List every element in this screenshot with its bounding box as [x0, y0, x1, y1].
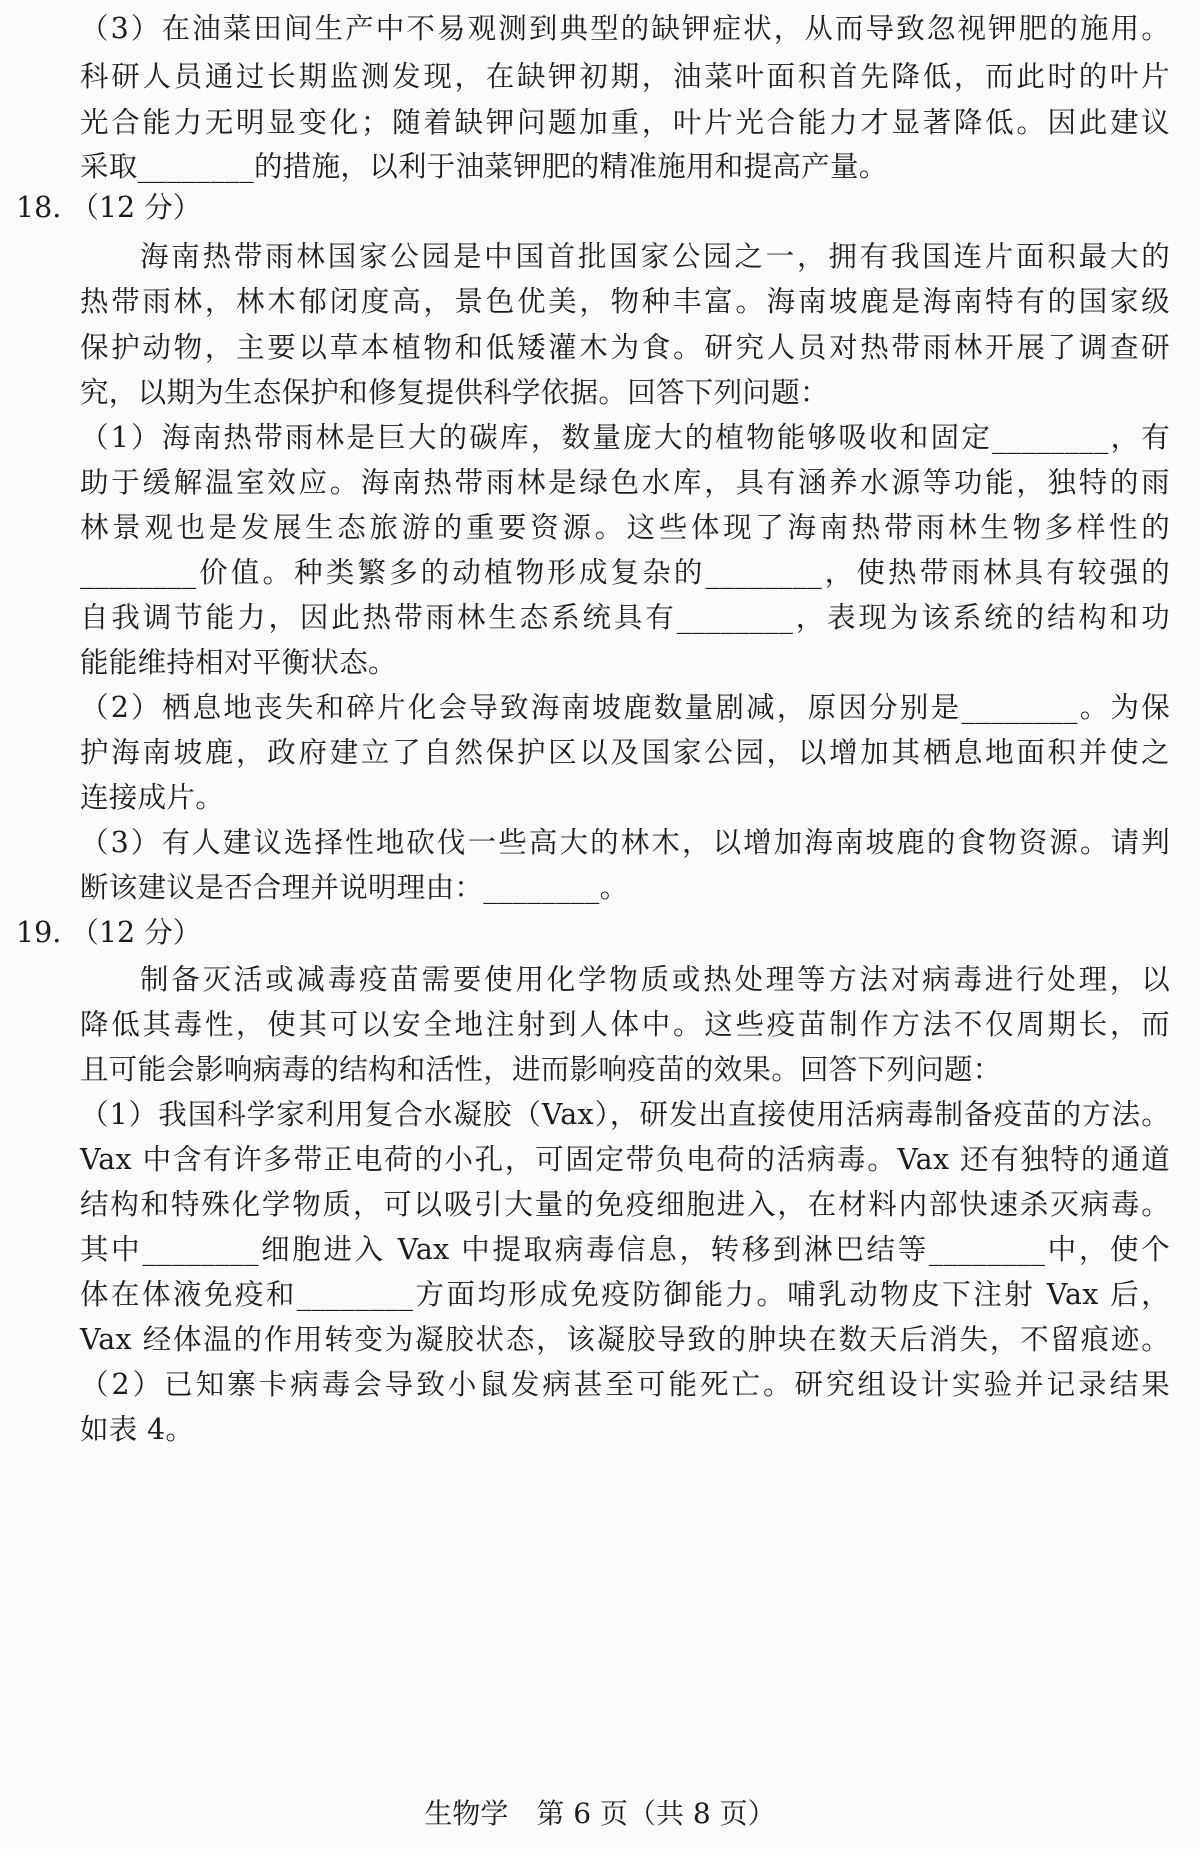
- text-line: （3）在油菜田间生产中不易观测到典型的缺钾症状，从而导致忽视钾肥的施用。: [80, 12, 1170, 45]
- text-line: 保护动物，主要以草本植物和低矮灌木为食。研究人员对热带雨林开展了调查研: [80, 331, 1170, 364]
- text-line: 助于缓解温室效应。海南热带雨林是绿色水库，具有涵养水源等功能，独特的雨: [80, 466, 1170, 499]
- question-score: （12 分）: [70, 191, 202, 224]
- question-19-header: [16, 913, 201, 953]
- text-line: （1）海南热带雨林是巨大的碳库，数量庞大的植物能够吸收和固定________，有: [80, 421, 1170, 454]
- text-line: 如表 4。: [80, 1413, 195, 1446]
- text-line: 制备灭活或减毒疫苗需要使用化学物质或热处理等方法对病毒进行处理，以: [140, 963, 1170, 996]
- text-line: 林景观也是发展生态旅游的重要资源。这些体现了海南热带雨林生物多样性的: [80, 511, 1170, 544]
- text-line: （2）栖息地丧失和碎片化会导致海南坡鹿数量剧减，原因分别是________。为保: [80, 691, 1170, 724]
- text-line: 光合能力无明显变化；随着缺钾问题加重，叶片光合能力才显著降低。因此建议: [80, 106, 1170, 139]
- text-line: 断该建议是否合理并说明理由：________。: [80, 871, 629, 904]
- text-line: 护海南坡鹿，政府建立了自然保护区以及国家公园，以增加其栖息地面积并使之: [80, 736, 1170, 769]
- text-line: Vax 中含有许多带正电荷的小孔，可固定带负电荷的活病毒。Vax 还有独特的通道: [80, 1143, 1170, 1176]
- text-line: 结构和特殊化学物质，可以吸引大量的免疫细胞进入，在材料内部快速杀灭病毒。: [80, 1188, 1170, 1221]
- text-line: 连接成片。: [80, 781, 225, 814]
- text-line: 海南热带雨林国家公园是中国首批国家公园之一，拥有我国连片面积最大的: [140, 240, 1170, 273]
- text-line: 热带雨林，林木郁闭度高，景色优美，物种丰富。海南坡鹿是海南特有的国家级: [80, 285, 1170, 318]
- question-score: （12 分）: [70, 916, 202, 949]
- text-line: 体在体液免疫和________方面均形成免疫防御能力。哺乳动物皮下注射 Vax 后，: [80, 1278, 1170, 1311]
- text-line: ________价值。种类繁多的动植物形成复杂的________，使热带雨林具有较强的: [80, 556, 1170, 589]
- question-18-header: [16, 188, 201, 228]
- text-line: 自我调节能力，因此热带雨林生态系统具有________，表现为该系统的结构和功: [80, 601, 1170, 634]
- text-line: 采取________的措施，以利于油菜钾肥的精准施用和提高产量。: [80, 150, 888, 183]
- text-line: 且可能会影响病毒的结构和活性，进而影响疫苗的效果。回答下列问题：: [80, 1053, 1002, 1086]
- text-line: 降低其毒性，使其可以安全地注射到人体中。这些疫苗制作方法不仅周期长，而: [80, 1008, 1170, 1041]
- page-footer: 生物学 第 6 页（共 8 页）: [424, 1797, 776, 1830]
- text-line: （1）我国科学家利用复合水凝胶（Vax），研发出直接使用活病毒制备疫苗的方法。: [80, 1098, 1170, 1131]
- question-number: 19.: [16, 916, 62, 949]
- text-line: 能能维持相对平衡状态。: [80, 646, 397, 679]
- text-line: 其中________细胞进入 Vax 中提取病毒信息，转移到淋巴结等________中，使个: [80, 1233, 1170, 1266]
- text-line: （2）已知寨卡病毒会导致小鼠发病甚至可能死亡。研究组设计实验并记录结果: [80, 1368, 1170, 1401]
- question-number: 18.: [16, 191, 62, 224]
- text-line: Vax 经体温的作用转变为凝胶状态，该凝胶导致的肿块在数天后消失，不留痕迹。: [80, 1323, 1170, 1356]
- text-line: 究，以期为生态保护和修复提供科学依据。回答下列问题：: [80, 376, 829, 409]
- text-line: （3）有人建议选择性地砍伐一些高大的林木，以增加海南坡鹿的食物资源。请判: [80, 826, 1170, 859]
- text-line: 科研人员通过长期监测发现，在缺钾初期，油菜叶面积首先降低，而此时的叶片: [80, 60, 1170, 93]
